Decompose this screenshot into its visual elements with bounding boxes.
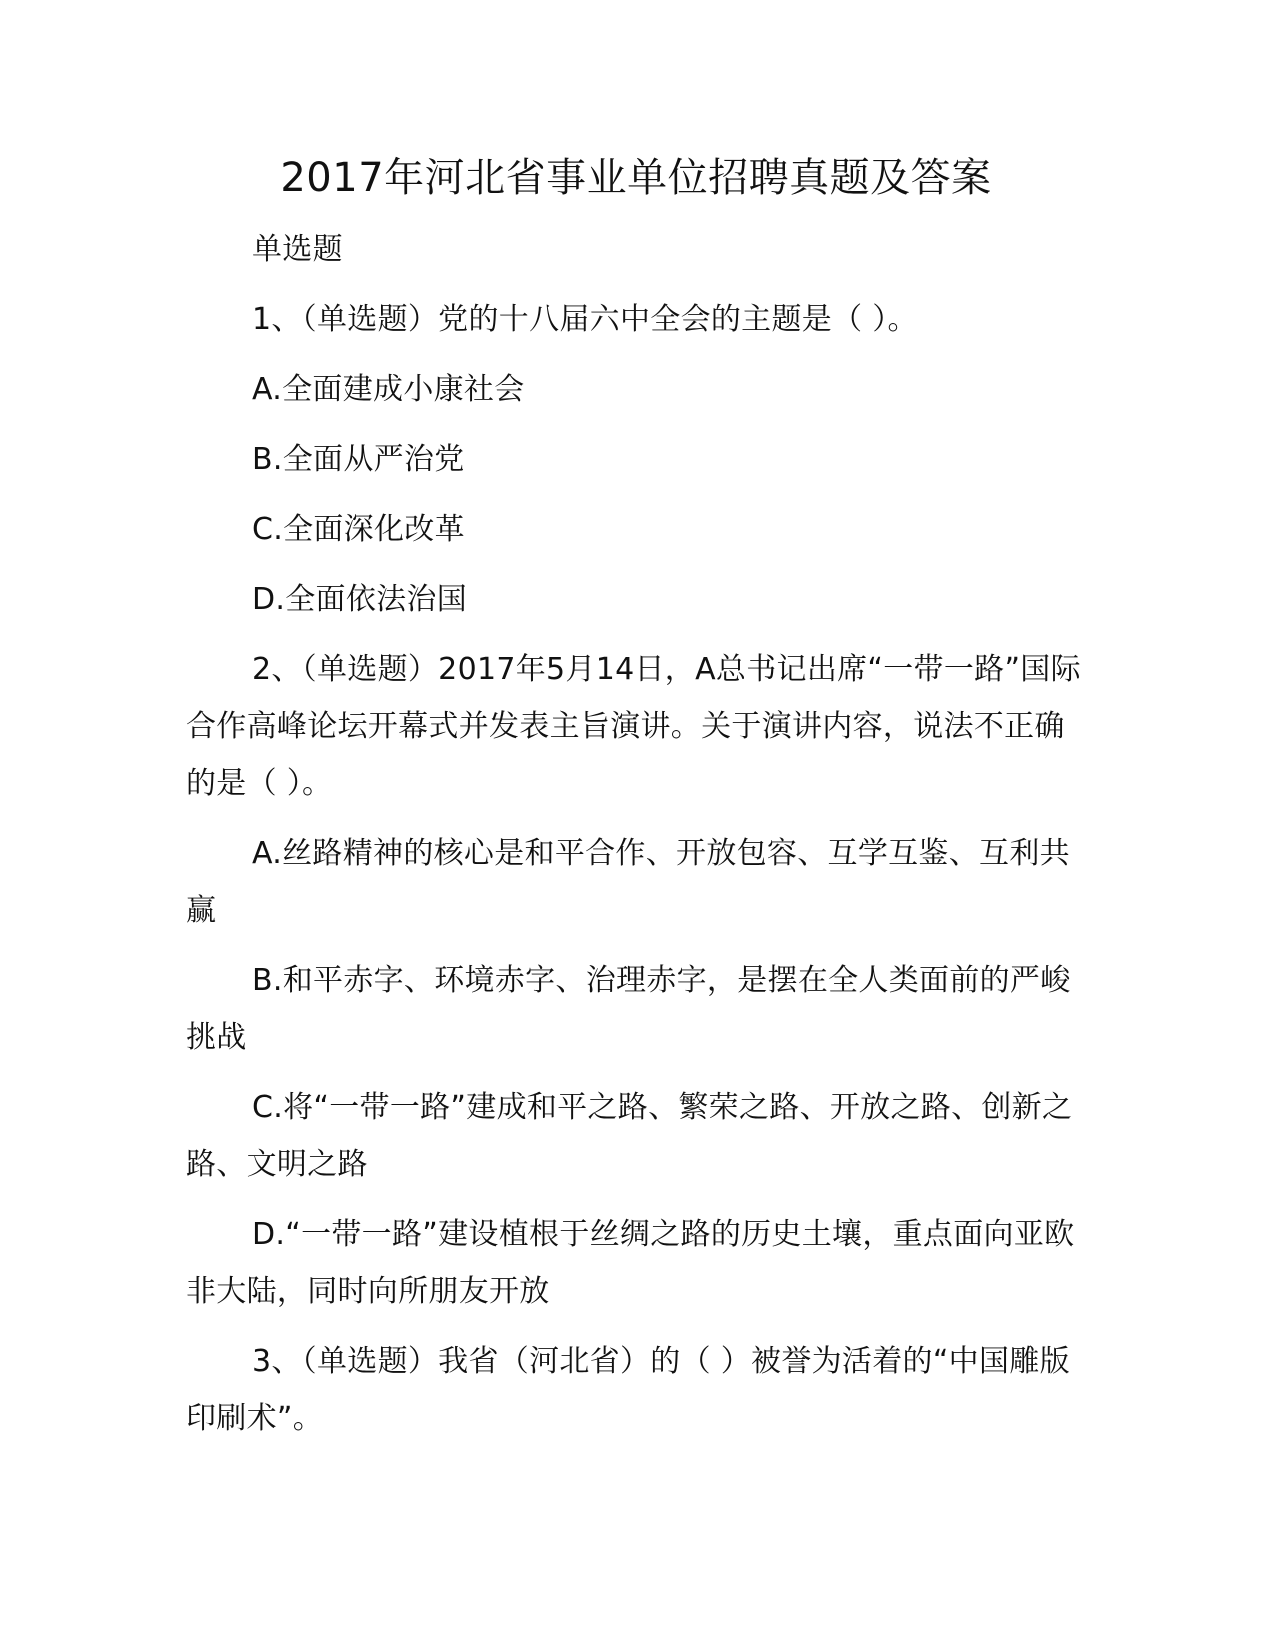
question-option: A.丝路精神的核心是和平合作、开放包容、互学互鉴、互利共赢: [186, 836, 1070, 928]
question-stem: 1、（单选题）党的十八届六中全会的主题是（ ）。: [252, 302, 918, 337]
question-option: C.将“一带一路”建成和平之路、繁荣之路、开放之路、创新之路、文明之路: [186, 1090, 1073, 1182]
question-option: D.全面依法治国: [252, 582, 468, 617]
question-stem: 3、（单选题）我省（河北省）的（ ）被誉为活着的“中国雕版印刷术”。: [186, 1344, 1070, 1436]
question-stem: 2、（单选题）2017年5月14日，A总书记出席“一带一路”国际合作高峰论坛开幕式并发表主旨演讲。关于演讲内容，说法不正确的是（ ）。: [186, 652, 1081, 801]
document-title: 2017年河北省事业单位招聘真题及答案: [280, 155, 992, 201]
question-option: C.全面深化改革: [252, 512, 465, 547]
question-option: A.全面建成小康社会: [252, 372, 525, 407]
question-option: B.全面从严治党: [252, 442, 465, 477]
document-body: [186, 221, 1086, 1460]
section-heading: 单选题: [252, 232, 343, 267]
question-option: D.“一带一路”建设植根于丝绸之路的历史土壤，重点面向亚欧非大陆，同时向所朋友开放: [186, 1217, 1075, 1309]
question-option: B.和平赤字、环境赤字、治理赤字，是摆在全人类面前的严峻挑战: [186, 963, 1071, 1055]
